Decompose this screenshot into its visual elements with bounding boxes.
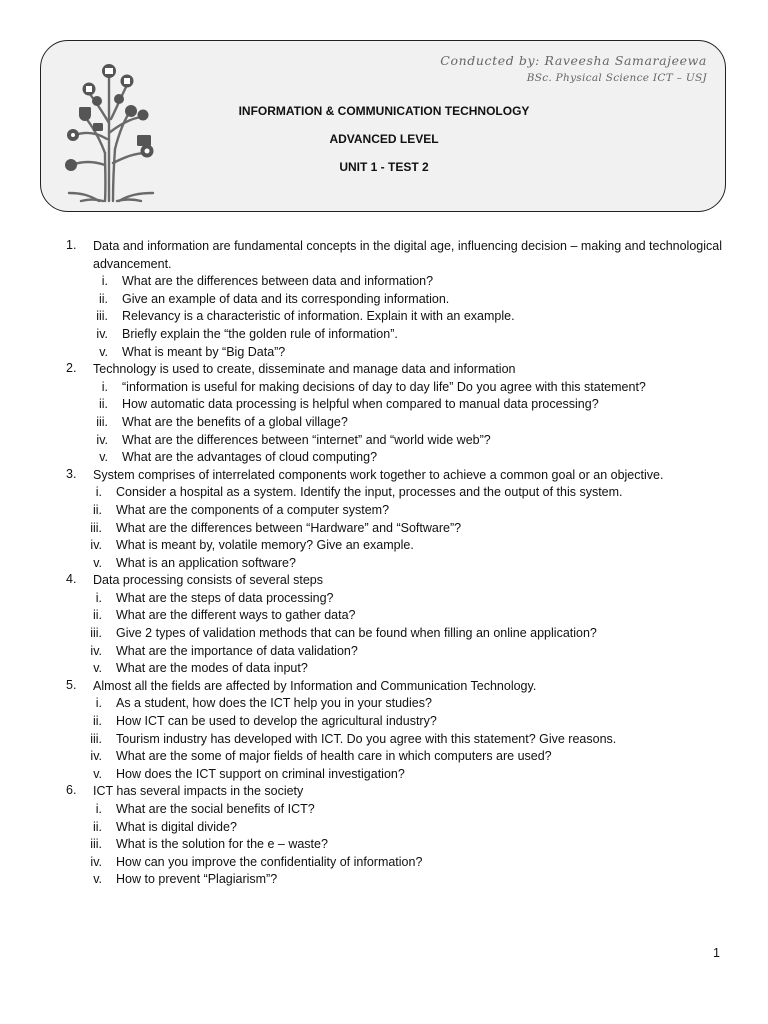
sub-question-number: iii.	[90, 837, 102, 852]
sub-question-item	[66, 308, 722, 326]
question-text: ICT has several impacts in the society	[93, 784, 304, 799]
sub-question-text: How does the ICT support on criminal investigation?	[116, 766, 405, 781]
technology-tree-icon	[59, 53, 163, 203]
sub-question-item	[66, 484, 722, 502]
sub-question-number: iv.	[90, 854, 102, 869]
sub-question-text: What are the advantages of cloud computing?	[122, 450, 378, 465]
question-number: 2.	[66, 361, 77, 376]
sub-question-item	[66, 590, 722, 608]
sub-question-number: iii.	[90, 520, 102, 535]
sub-question-item	[66, 432, 722, 450]
sub-question-list	[66, 590, 722, 678]
sub-question-item	[66, 607, 722, 625]
question-number: 5.	[66, 677, 77, 692]
sub-question-number: ii.	[92, 502, 102, 517]
sub-question-list	[66, 695, 722, 783]
sub-question-text: How can you improve the confidentiality of information?	[116, 854, 423, 869]
sub-question-item	[66, 819, 722, 837]
credit-degree: BSc. Physical Science ICT – USJ	[526, 72, 707, 84]
sub-question-number: iii.	[90, 731, 102, 746]
question-item	[66, 238, 722, 361]
question-text: System comprises of interrelated components work together to achieve a common goal or an objective.	[93, 467, 664, 482]
question-item	[66, 467, 722, 573]
sub-question-text: What are the differences between “internet” and “world wide web”?	[122, 432, 491, 447]
sub-question-number: i.	[101, 379, 108, 394]
sub-question-item	[66, 502, 722, 520]
sub-question-item	[66, 660, 722, 678]
question-item	[66, 783, 722, 889]
sub-question-text: Consider a hospital as a system. Identify the input, processes and the output of this system.	[116, 485, 623, 500]
sub-question-list	[66, 484, 722, 572]
question-number: 6.	[66, 783, 77, 798]
credit-block	[440, 53, 707, 84]
sub-question-text: What are the social benefits of ICT?	[116, 802, 315, 816]
sub-question-item	[66, 731, 722, 749]
sub-question-item	[66, 326, 722, 344]
sub-question-text: As a student, how does the ICT help you in your studies?	[116, 696, 432, 711]
sub-question-item	[66, 344, 722, 362]
question-list	[66, 238, 722, 889]
sub-question-text: What are the differences between data and information?	[122, 274, 434, 289]
sub-question-text: How to prevent “Plagiarism”?	[116, 872, 278, 887]
sub-question-number: i.	[95, 802, 102, 816]
sub-question-number: ii.	[92, 608, 102, 623]
sub-question-text: How automatic data processing is helpful when compared to manual data processing?	[122, 397, 599, 412]
sub-question-item	[66, 713, 722, 731]
sub-question-number: i.	[101, 274, 108, 289]
sub-question-text: What are the steps of data processing?	[116, 590, 334, 605]
sub-question-item	[66, 871, 722, 889]
sub-question-text: Briefly explain the “the golden rule of information”.	[122, 326, 398, 341]
sub-question-list	[66, 801, 722, 889]
sub-question-number: ii.	[92, 819, 102, 834]
question-item	[66, 572, 722, 678]
sub-question-item	[66, 291, 722, 309]
sub-question-number: iii.	[90, 626, 102, 641]
sub-question-item	[66, 520, 722, 538]
sub-question-text: What is meant by “Big Data”?	[122, 344, 286, 359]
sub-question-text: Tourism industry has developed with ICT. Do you agree with this statement? Give reasons.	[116, 731, 617, 746]
sub-question-list	[66, 379, 722, 467]
sub-question-number: ii.	[92, 714, 102, 729]
sub-question-item	[66, 748, 722, 766]
sub-question-item	[66, 555, 722, 573]
sub-question-item	[66, 379, 722, 397]
question-item	[66, 678, 722, 784]
sub-question-text: What are the different ways to gather data?	[116, 608, 356, 623]
sub-question-item	[66, 766, 722, 784]
level-title: ADVANCED LEVEL	[329, 132, 439, 146]
sub-question-item	[66, 643, 722, 661]
sub-question-number: i.	[95, 485, 102, 500]
sub-question-number: v.	[93, 661, 102, 676]
sub-question-number: iv.	[96, 432, 108, 447]
question-text: Data processing consists of several steps	[93, 573, 323, 588]
sub-question-item	[66, 625, 722, 643]
title-block	[191, 103, 577, 187]
sub-question-number: v.	[93, 766, 102, 781]
sub-question-text: What are the modes of data input?	[116, 661, 308, 676]
sub-question-text: What are the some of major fields of health care in which computers are used?	[116, 749, 552, 764]
sub-question-text: Relevancy is a characteristic of information. Explain it with an example.	[122, 309, 515, 324]
question-number: 3.	[66, 466, 77, 481]
sub-question-text: “information is useful for making decisions of day to day life” Do you agree with this statement?	[122, 379, 646, 394]
sub-question-item	[66, 695, 722, 713]
sub-question-item	[66, 273, 722, 291]
sub-question-text: How ICT can be used to develop the agricultural industry?	[116, 714, 437, 729]
document-title: INFORMATION & COMMUNICATION TECHNOLOGY	[238, 104, 530, 118]
question-number: 4.	[66, 572, 77, 587]
sub-question-text: What is meant by, volatile memory? Give an example.	[116, 538, 414, 553]
sub-question-item	[66, 854, 722, 872]
sub-question-text: What is the solution for the e – waste?	[116, 837, 328, 852]
sub-question-text: What is digital divide?	[116, 819, 237, 834]
question-text: Technology is used to create, disseminate and manage data and information	[93, 362, 516, 377]
sub-question-number: i.	[95, 590, 102, 605]
sub-question-item	[66, 537, 722, 555]
sub-question-number: v.	[93, 555, 102, 570]
question-text: Data and information are fundamental concepts in the digital age, influencing decision – making and technological advancement.	[93, 239, 722, 271]
sub-question-number: iv.	[96, 326, 108, 341]
sub-question-number: iv.	[90, 538, 102, 553]
sub-question-item	[66, 836, 722, 854]
question-item	[66, 361, 722, 467]
sub-question-number: v.	[99, 450, 108, 465]
sub-question-item	[66, 449, 722, 467]
question-text: Almost all the fields are affected by Information and Communication Technology.	[93, 678, 537, 693]
sub-question-text: Give an example of data and its corresponding information.	[122, 291, 450, 306]
sub-question-number: i.	[95, 696, 102, 711]
question-number: 1.	[66, 238, 77, 252]
header-box	[40, 40, 726, 212]
sub-question-number: v.	[99, 344, 108, 359]
sub-question-number: iv.	[90, 749, 102, 764]
unit-title: UNIT 1 - TEST 2	[339, 160, 429, 174]
sub-question-number: ii.	[98, 397, 108, 412]
sub-question-text: What are the components of a computer system?	[116, 502, 390, 517]
sub-question-text: What are the differences between “Hardware” and “Software”?	[116, 520, 462, 535]
sub-question-item	[66, 396, 722, 414]
page-number: 1	[713, 946, 720, 960]
sub-question-number: iii.	[96, 309, 108, 324]
sub-question-text: What is an application software?	[116, 555, 296, 570]
sub-question-number: ii.	[98, 291, 108, 306]
sub-question-number: iii.	[96, 414, 108, 429]
sub-question-text: What are the benefits of a global village?	[122, 414, 348, 429]
sub-question-item	[66, 801, 722, 819]
sub-question-number: v.	[93, 872, 102, 887]
credit-author: Conducted by: Raveesha Samarajeewa	[440, 53, 707, 68]
sub-question-number: iv.	[90, 643, 102, 658]
sub-question-item	[66, 414, 722, 432]
sub-question-text: Give 2 types of validation methods that can be found when filling an online application?	[116, 626, 597, 641]
sub-question-text: What are the importance of data validation?	[116, 643, 358, 658]
sub-question-list	[66, 273, 722, 361]
